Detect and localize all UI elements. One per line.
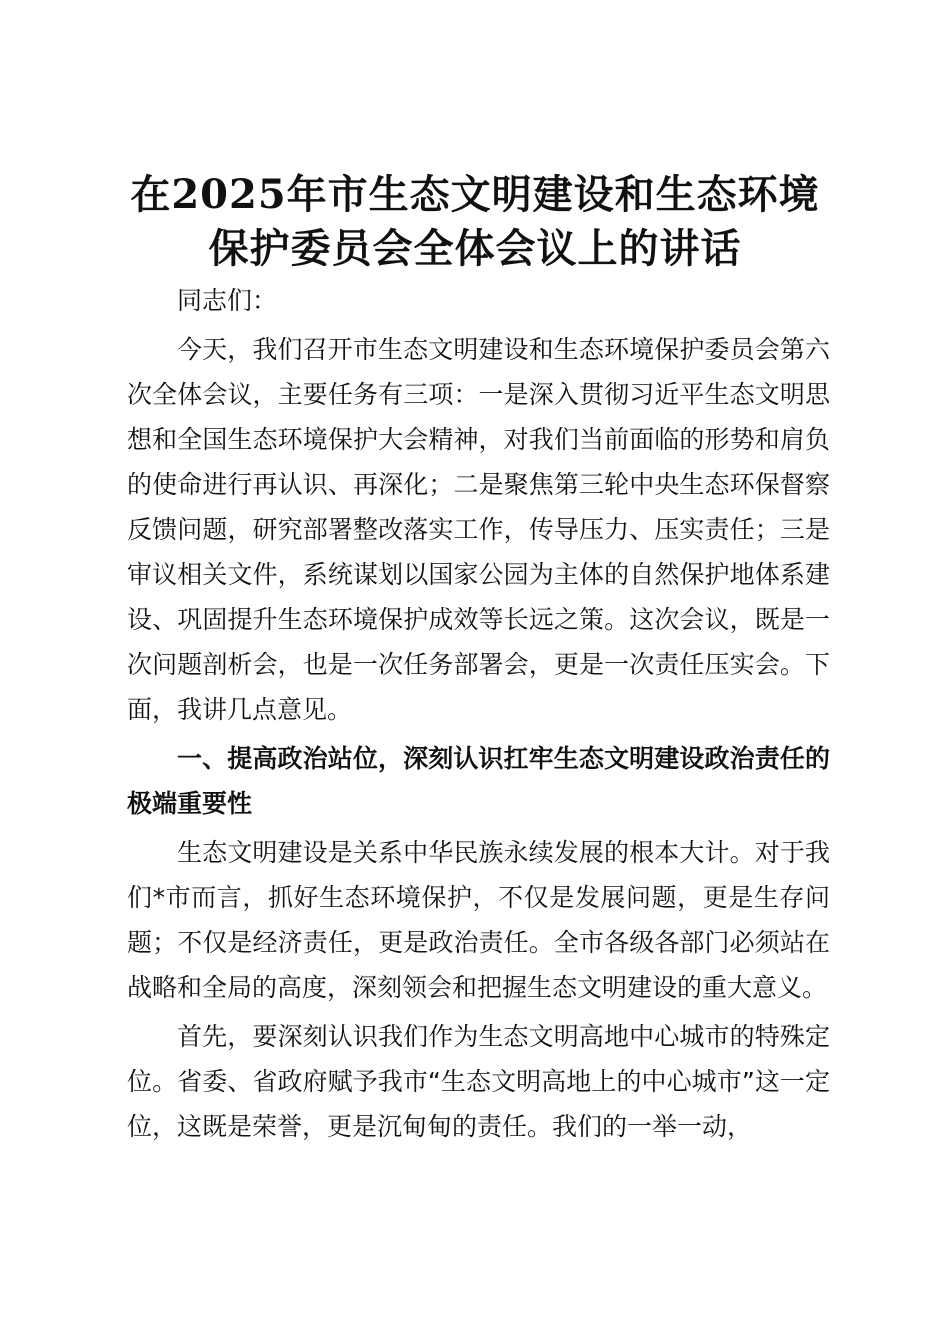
document-body: [127, 278, 830, 1153]
document-title: 在2025年市生态文明建设和生态环境保护委员会全体会议上的讲话: [130, 171, 820, 272]
section-paragraph: 生态文明建设是关系中华民族永续发展的根本大计。对于我们*市而言，抓好生态环境保护，不仅是发展问题，更是生存问题；不仅是经济责任，更是政治责任。全市各级各部门必须站在战略和全局的高度，深刻领会和把握生态文明建设的重大意义。: [127, 838, 830, 1002]
intro-paragraph: 今天，我们召开市生态文明建设和生态环境保护委员会第六次全体会议，主要任务有三项：一是深入贯彻习近平生态文明思想和全国生态环境保护大会精神，对我们当前面临的形势和肩负的使命进行再认识、再深化；二是聚焦第三轮中央生态环保督察反馈问题，研究部署整改落实工作，传导压力、压实责任；三是审议相关文件，系统谋划以国家公园为主体的自然保护地体系建设、巩固提升生态环境保护成效等长远之策。这次会议，既是一次问题剖析会，也是一次任务部署会，更是一次责任压实会。下面，我讲几点意见。: [127, 335, 830, 724]
section-paragraph: 首先，要深刻认识我们作为生态文明高地中心城市的特殊定位。省委、省政府赋予我市“生态文明高地上的中心城市”这一定位，这既是荣誉，更是沉甸甸的责任。我们的一举一动，: [127, 1022, 830, 1141]
section-heading: 一、提高政治站位，深刻认识扛牢生态文明建设政治责任的极端重要性: [127, 744, 830, 818]
greeting: 同志们：: [177, 286, 278, 315]
